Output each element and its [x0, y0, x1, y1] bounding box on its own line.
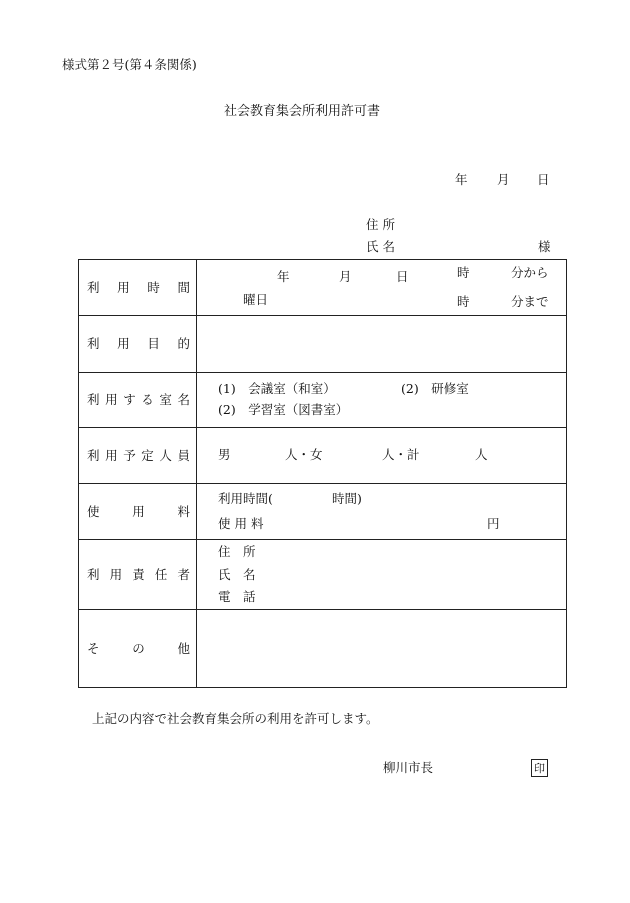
row-purpose	[79, 316, 567, 373]
fee-usage-hours: 利用時間(	[218, 491, 273, 506]
room-option-training[interactable]: (2) 研修室	[401, 381, 469, 396]
people-total: 人・計	[382, 447, 420, 462]
people-female: 人・女	[285, 447, 323, 462]
label-char: そ	[87, 640, 100, 656]
fee-yen: 円	[487, 516, 500, 531]
label-char: 目	[147, 335, 160, 351]
label-char: 人	[159, 447, 172, 463]
addressee-address-label: 住 所	[366, 217, 395, 232]
label-char: 名	[177, 391, 190, 407]
label-char: 利	[87, 391, 100, 407]
label-char: 員	[177, 447, 190, 463]
label-char: 時	[147, 279, 160, 295]
permit-form-table	[78, 259, 567, 688]
field-usage-time[interactable]	[197, 260, 567, 316]
label-char: 任	[154, 566, 168, 582]
label-char: 定	[141, 447, 154, 463]
row-planned-people	[79, 428, 567, 484]
label-char: の	[132, 640, 145, 656]
label-char: 利	[87, 279, 100, 295]
label-char: 者	[177, 566, 190, 582]
usage-day: 日	[396, 269, 409, 284]
addressee-name-label: 氏 名	[366, 239, 395, 254]
permit-statement: 上記の内容で社会教育集会所の利用を許可します。	[92, 711, 379, 726]
field-responsible[interactable]	[197, 540, 567, 610]
responsible-name: 氏 名	[218, 567, 256, 582]
label-char: 利	[87, 566, 100, 582]
label-char: 使	[87, 503, 100, 519]
label-char: 間	[177, 279, 190, 295]
usage-year: 年	[277, 269, 290, 284]
label-fee	[79, 484, 197, 540]
label-planned-people	[79, 428, 197, 484]
row-fee	[79, 484, 567, 540]
label-char: 料	[177, 503, 190, 519]
row-responsible	[79, 540, 567, 610]
label-usage-time	[79, 260, 197, 316]
field-fee[interactable]	[197, 484, 567, 540]
usage-weekday: 曜日	[243, 292, 269, 307]
label-char: 利	[87, 335, 100, 351]
label-responsible	[79, 540, 197, 610]
people-male: 男	[218, 447, 231, 462]
room-option-meeting[interactable]: (1) 会議室（和室）	[218, 381, 336, 396]
row-usage-time	[79, 260, 567, 316]
date-year-label: 年	[455, 172, 468, 187]
people-unit: 人	[475, 447, 488, 462]
usage-minute-from: 分から	[511, 265, 549, 280]
usage-hour-from: 時	[457, 265, 470, 280]
responsible-address: 住 所	[218, 544, 256, 559]
label-room-name	[79, 373, 197, 428]
label-char: 予	[123, 447, 136, 463]
label-char: 他	[177, 640, 190, 656]
mayor-title: 柳川市長	[383, 760, 434, 775]
document-title: 社会教育集会所利用許可書	[224, 104, 381, 119]
fee-amount-label: 使 用 料	[218, 516, 264, 531]
responsible-phone: 電 話	[218, 589, 256, 604]
label-char: 的	[177, 335, 190, 351]
label-other	[79, 610, 197, 688]
label-char: 用	[105, 391, 118, 407]
label-purpose	[79, 316, 197, 373]
label-char: 室	[159, 391, 172, 407]
form-number: 様式第２号(第４条関係)	[62, 57, 197, 72]
row-room-name	[79, 373, 567, 428]
label-char: 利	[87, 447, 100, 463]
addressee-honorific: 様	[538, 239, 551, 254]
usage-month: 月	[339, 269, 352, 284]
label-char: 用	[109, 566, 123, 582]
room-option-study[interactable]: (2) 学習室（図書室）	[218, 402, 349, 417]
field-planned-people[interactable]	[197, 428, 567, 484]
field-purpose[interactable]	[197, 316, 567, 373]
field-room-name[interactable]	[197, 373, 567, 428]
usage-hour-to: 時	[457, 294, 470, 309]
date-day-label: 日	[537, 172, 550, 187]
label-char: す	[123, 391, 136, 407]
fee-hours-close: 時間)	[332, 491, 362, 506]
date-month-label: 月	[497, 172, 510, 187]
seal-mark: 印	[531, 759, 548, 777]
label-char: る	[141, 391, 154, 407]
usage-minute-to: 分まで	[511, 294, 549, 309]
label-char: 用	[117, 335, 130, 351]
row-other	[79, 610, 567, 688]
label-char: 用	[117, 279, 130, 295]
field-other[interactable]	[197, 610, 567, 688]
label-char: 用	[105, 447, 118, 463]
label-char: 責	[132, 566, 145, 582]
label-char: 用	[132, 503, 145, 519]
